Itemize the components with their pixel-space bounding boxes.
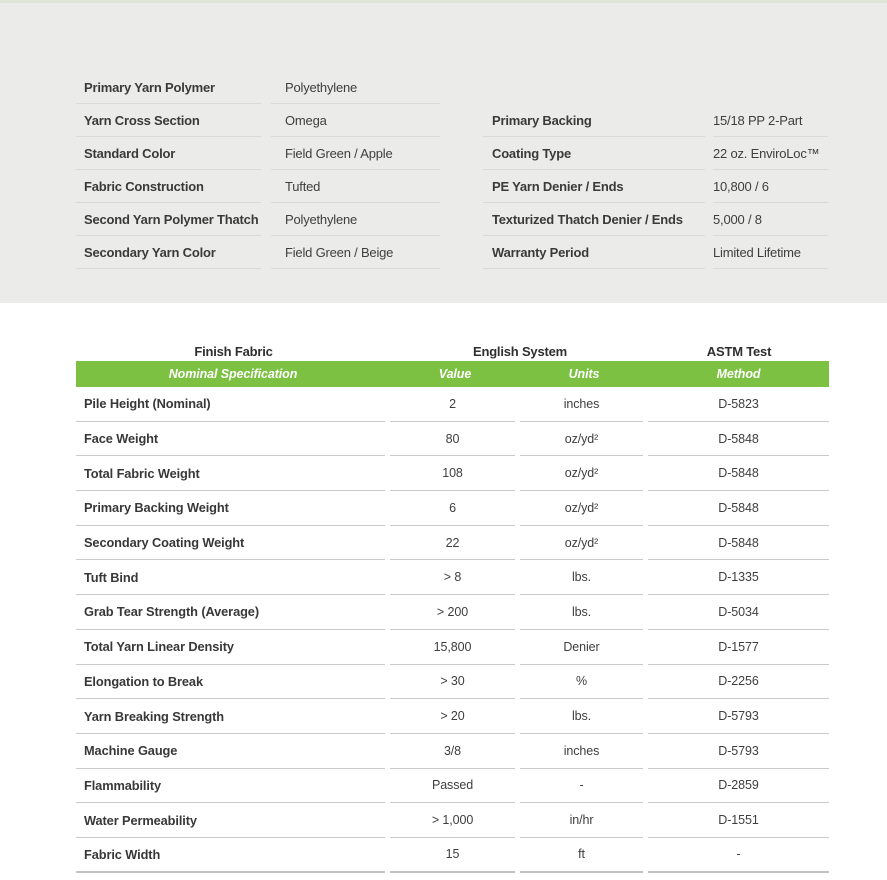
cell-value: > 200 bbox=[390, 595, 515, 630]
cell-method: D-5848 bbox=[648, 422, 829, 457]
cell-value: 15,800 bbox=[390, 630, 515, 665]
cell-value: Passed bbox=[390, 769, 515, 804]
table-row bbox=[76, 699, 829, 734]
cell-value: > 20 bbox=[390, 699, 515, 734]
spec-value: Polyethylene bbox=[271, 203, 440, 236]
spec-value: 5,000 / 8 bbox=[713, 203, 828, 236]
table-row bbox=[76, 491, 829, 526]
group-header-astm-test: ASTM Test bbox=[706, 343, 772, 359]
spec-value: Tufted bbox=[271, 170, 440, 203]
cell-specification-name: Machine Gauge bbox=[76, 734, 385, 769]
spec-row bbox=[76, 104, 440, 137]
cell-units: - bbox=[520, 769, 643, 804]
cell-specification-name: Primary Backing Weight bbox=[76, 491, 385, 526]
table-row bbox=[76, 803, 829, 838]
cell-specification-name: Secondary Coating Weight bbox=[76, 526, 385, 561]
spec-value: 15/18 PP 2-Part bbox=[713, 104, 828, 137]
table-header-row bbox=[76, 361, 829, 387]
spec-label: PE Yarn Denier / Ends bbox=[483, 170, 705, 203]
cell-method: D-5848 bbox=[648, 456, 829, 491]
cell-method: D-5793 bbox=[648, 699, 829, 734]
table-row bbox=[76, 595, 829, 630]
spec-list-right bbox=[483, 104, 828, 269]
cell-specification-name: Yarn Breaking Strength bbox=[76, 699, 385, 734]
cell-specification-name: Tuft Bind bbox=[76, 560, 385, 595]
cell-specification-name: Pile Height (Nominal) bbox=[76, 387, 385, 422]
spec-label: Standard Color bbox=[76, 137, 261, 170]
table-row bbox=[76, 734, 829, 769]
cell-specification-name: Water Permeability bbox=[76, 803, 385, 838]
spec-row bbox=[76, 236, 440, 269]
group-header-finish-fabric: Finish Fabric bbox=[194, 343, 273, 359]
spec-label: Coating Type bbox=[483, 137, 705, 170]
cell-units: oz/yd² bbox=[520, 422, 643, 457]
spec-label: Primary Backing bbox=[483, 104, 705, 137]
cell-method: D-5823 bbox=[648, 387, 829, 422]
cell-method: D-5848 bbox=[648, 526, 829, 561]
spec-label: Second Yarn Polymer Thatch bbox=[76, 203, 261, 236]
table-row bbox=[76, 769, 829, 804]
spec-row bbox=[76, 137, 440, 170]
cell-units: in/hr bbox=[520, 803, 643, 838]
cell-value: 22 bbox=[390, 526, 515, 561]
table-row bbox=[76, 387, 829, 422]
table-body bbox=[76, 387, 829, 873]
cell-value: > 8 bbox=[390, 560, 515, 595]
cell-value: 15 bbox=[390, 838, 515, 873]
table-row bbox=[76, 630, 829, 665]
cell-units: lbs. bbox=[520, 595, 643, 630]
column-header-units: Units bbox=[568, 367, 600, 381]
spec-value: Polyethylene bbox=[271, 71, 440, 104]
cell-units: oz/yd² bbox=[520, 456, 643, 491]
table-group-headers bbox=[76, 341, 829, 361]
column-header-value: Value bbox=[438, 367, 472, 381]
spec-value: Field Green / Apple bbox=[271, 137, 440, 170]
cell-method: D-2256 bbox=[648, 665, 829, 700]
spec-value: 22 oz. EnviroLoc™ bbox=[713, 137, 828, 170]
cell-specification-name: Face Weight bbox=[76, 422, 385, 457]
cell-method: D-2859 bbox=[648, 769, 829, 804]
top-accent-strip bbox=[0, 0, 887, 3]
table-row bbox=[76, 665, 829, 700]
cell-units: oz/yd² bbox=[520, 491, 643, 526]
cell-specification-name: Fabric Width bbox=[76, 838, 385, 873]
group-header-english-system: English System bbox=[472, 343, 567, 359]
spec-value: Field Green / Beige bbox=[271, 236, 440, 269]
cell-value: 2 bbox=[390, 387, 515, 422]
spec-row bbox=[483, 170, 828, 203]
spec-row bbox=[483, 104, 828, 137]
column-header-nominal-specification: Nominal Specification bbox=[168, 367, 298, 381]
spec-value: Omega bbox=[271, 104, 440, 137]
spec-row bbox=[76, 203, 440, 236]
table-row bbox=[76, 456, 829, 491]
cell-units: lbs. bbox=[520, 560, 643, 595]
cell-units: inches bbox=[520, 734, 643, 769]
cell-value: 6 bbox=[390, 491, 515, 526]
spec-label: Warranty Period bbox=[483, 236, 705, 269]
spec-label: Texturized Thatch Denier / Ends bbox=[483, 203, 705, 236]
cell-specification-name: Total Fabric Weight bbox=[76, 456, 385, 491]
spec-value: Limited Lifetime bbox=[713, 236, 828, 269]
spec-row bbox=[483, 137, 828, 170]
spec-value: 10,800 / 6 bbox=[713, 170, 828, 203]
table-row bbox=[76, 422, 829, 457]
spec-row bbox=[76, 71, 440, 104]
spec-label: Fabric Construction bbox=[76, 170, 261, 203]
cell-value: 3/8 bbox=[390, 734, 515, 769]
cell-specification-name: Total Yarn Linear Density bbox=[76, 630, 385, 665]
cell-method: - bbox=[648, 838, 829, 873]
cell-method: D-1577 bbox=[648, 630, 829, 665]
spec-label: Yarn Cross Section bbox=[76, 104, 261, 137]
cell-specification-name: Grab Tear Strength (Average) bbox=[76, 595, 385, 630]
cell-units: Denier bbox=[520, 630, 643, 665]
cell-units: inches bbox=[520, 387, 643, 422]
column-header-method: Method bbox=[716, 367, 761, 381]
cell-method: D-1335 bbox=[648, 560, 829, 595]
cell-method: D-5793 bbox=[648, 734, 829, 769]
cell-value: 108 bbox=[390, 456, 515, 491]
table-row bbox=[76, 526, 829, 561]
cell-units: lbs. bbox=[520, 699, 643, 734]
table-row bbox=[76, 838, 829, 873]
spec-label: Primary Yarn Polymer bbox=[76, 71, 261, 104]
cell-units: ft bbox=[520, 838, 643, 873]
spec-row bbox=[483, 236, 828, 269]
cell-specification-name: Flammability bbox=[76, 769, 385, 804]
cell-specification-name: Elongation to Break bbox=[76, 665, 385, 700]
table-row bbox=[76, 560, 829, 595]
cell-value: > 1,000 bbox=[390, 803, 515, 838]
cell-value: 80 bbox=[390, 422, 515, 457]
cell-units: oz/yd² bbox=[520, 526, 643, 561]
product-overview-panel bbox=[0, 0, 887, 303]
spec-table-section bbox=[76, 341, 829, 873]
cell-method: D-5034 bbox=[648, 595, 829, 630]
cell-method: D-1551 bbox=[648, 803, 829, 838]
cell-units: % bbox=[520, 665, 643, 700]
cell-method: D-5848 bbox=[648, 491, 829, 526]
spec-row bbox=[483, 203, 828, 236]
cell-value: > 30 bbox=[390, 665, 515, 700]
spec-row bbox=[76, 170, 440, 203]
spec-label: Secondary Yarn Color bbox=[76, 236, 261, 269]
spec-list-left bbox=[76, 71, 440, 269]
